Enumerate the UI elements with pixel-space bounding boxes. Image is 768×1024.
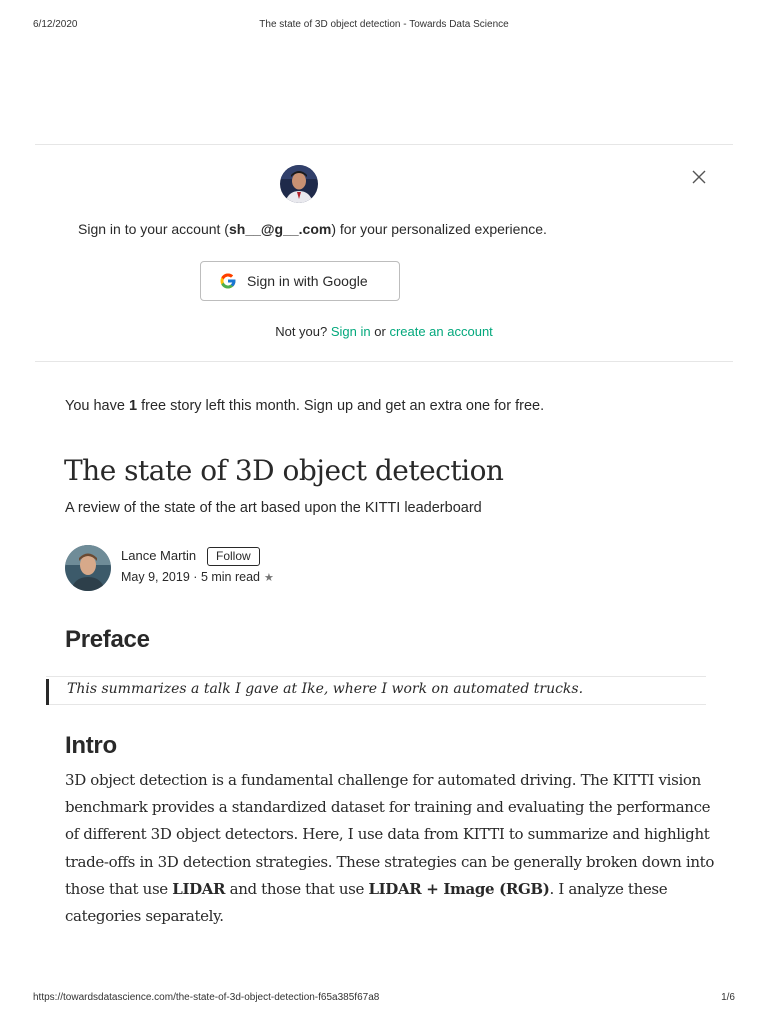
close-icon[interactable] xyxy=(691,169,707,185)
sign-up-link[interactable]: Sign up and get an extra one for free. xyxy=(303,398,545,414)
free-story-middle: free story left this month. xyxy=(141,398,300,414)
intro-text: . I analyze these xyxy=(549,879,668,898)
author-avatar[interactable] xyxy=(65,545,111,591)
lidar-bold: LIDAR xyxy=(172,879,226,898)
signin-message xyxy=(78,221,547,237)
follow-button[interactable]: Follow xyxy=(207,547,260,566)
print-title: The state of 3D object detection - Towards Data Science xyxy=(259,19,509,30)
signin-message-prefix: Sign in to your account ( xyxy=(78,221,229,237)
free-story-prefix: You have xyxy=(65,398,125,414)
article-subtitle: A review of the state of the art based upon the KITTI leaderboard xyxy=(65,500,482,516)
print-footer xyxy=(33,992,735,1006)
intro-line: trade-offs in 3D detection strategies. These strategies can be generally broken down into xyxy=(65,852,714,871)
intro-line: of different 3D object detectors. Here, I use data from KITTI to summarize and highlight xyxy=(65,825,710,844)
or-text: or xyxy=(374,324,386,339)
preface-quote xyxy=(46,676,706,705)
lidar-image-bold: LIDAR + Image (RGB) xyxy=(368,879,550,898)
sign-in-link[interactable]: Sign in xyxy=(330,324,371,339)
not-you-text: Not you? xyxy=(275,324,328,339)
intro-line: 3D object detection is a fundamental challenge for automated driving. The KITTI vision xyxy=(65,771,701,789)
intro-heading: Intro xyxy=(65,732,117,759)
print-header xyxy=(33,19,735,33)
meta-separator: · xyxy=(193,570,198,584)
intro-line xyxy=(65,876,715,903)
article-title: The state of 3D object detection xyxy=(64,454,504,487)
intro-line: benchmark provides a standardized dataset for training and evaluating the performance xyxy=(65,798,711,817)
read-time: 5 min read xyxy=(200,570,260,584)
quote-bar xyxy=(46,679,49,705)
preface-quote-text: This summarizes a talk I gave at Ike, where I work on automated trucks. xyxy=(67,681,584,697)
page-number: 1/6 xyxy=(721,992,735,1003)
intro-text: and those that use xyxy=(229,879,365,898)
star-icon: ★ xyxy=(264,572,274,584)
intro-text: those that use xyxy=(65,879,168,898)
google-button-label: Sign in with Google xyxy=(247,273,368,289)
author-name[interactable]: Lance Martin xyxy=(121,548,197,563)
free-story-count: 1 xyxy=(128,398,138,414)
free-story-notice xyxy=(65,398,544,414)
sign-in-with-google-button[interactable] xyxy=(200,261,400,301)
not-you-line xyxy=(35,324,733,339)
user-avatar xyxy=(280,165,318,203)
masked-email: sh__@g__.com xyxy=(228,221,332,237)
intro-paragraph xyxy=(65,767,715,930)
article-meta xyxy=(121,570,274,584)
print-date: 6/12/2020 xyxy=(33,19,78,30)
publish-date: May 9, 2019 xyxy=(121,570,190,584)
create-account-link[interactable]: create an account xyxy=(389,324,493,339)
preface-heading: Preface xyxy=(65,626,150,653)
signin-message-suffix: ) for your personalized experience. xyxy=(331,221,547,237)
signin-panel xyxy=(35,144,733,362)
google-icon xyxy=(219,272,237,290)
print-url: https://towardsdatascience.com/the-state-of-3d-object-detection-f65a385f67a8 xyxy=(33,992,380,1003)
intro-line: categories separately. xyxy=(65,907,224,926)
